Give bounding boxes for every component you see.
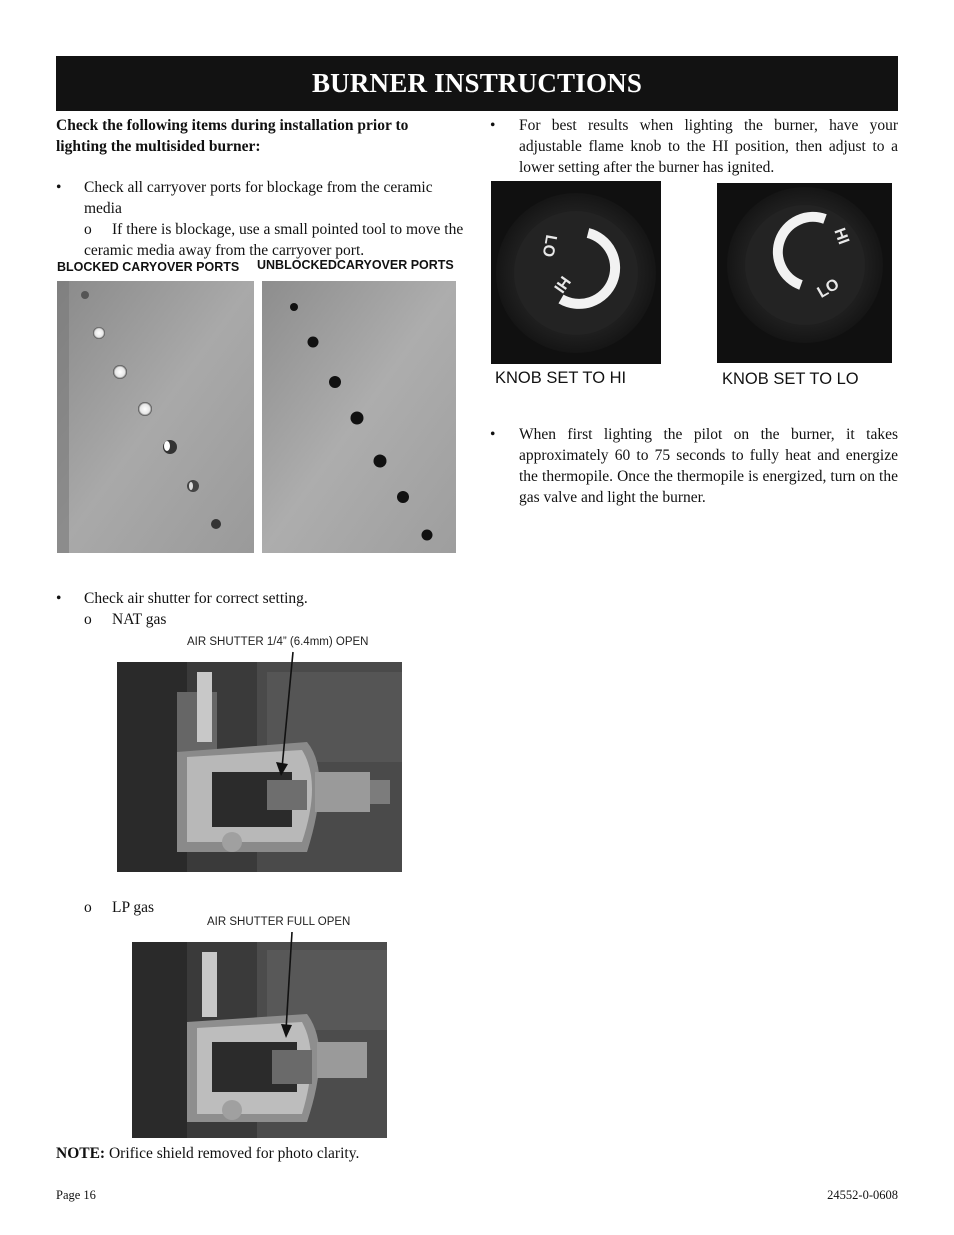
bullet-air-shutter: Check air shutter for correct setting. (84, 590, 308, 607)
nat-air-shutter-caption: AIR SHUTTER 1/4” (6.4mm) OPEN (187, 636, 369, 648)
knob-label-hi: HI (830, 225, 852, 247)
knob-lo-photo (717, 183, 892, 363)
knob-hi-photo (491, 181, 661, 364)
knob-lo-caption: KNOB SET TO LO (722, 370, 859, 388)
blocked-ports-photo (57, 281, 254, 553)
lp-gas-burner-photo (132, 942, 387, 1138)
bullet-pilot-instruction: When first lighting the pilot on the burner, it takes approximately 60 to 75 seconds to fully heat and energize the thermopile. Once the thermopile is energized, turn on the gas valve and light the burner. (519, 426, 898, 506)
knob-label-lo: LO (814, 275, 843, 302)
lp-gas-label: LP gas (112, 899, 155, 916)
knob-hi-caption: KNOB SET TO HI (495, 369, 627, 387)
knob-label-hi: HI (550, 272, 574, 296)
bullet-marker: • (490, 426, 496, 443)
bullet-carryover-ports: Check all carryover ports for blockage from the ceramic media (84, 179, 433, 217)
document-number: 24552-0-0608 (827, 1188, 898, 1202)
sub-marker: o (84, 611, 92, 628)
caption-unblocked-ports: UNBLOCKEDCARYOVER PORTS (257, 258, 454, 272)
nat-gas-label: NAT gas (112, 611, 167, 628)
bullet-marker: • (56, 179, 62, 196)
page-header-bar (56, 56, 898, 111)
page-number: Page 16 (56, 1188, 96, 1202)
bullet-marker: • (56, 590, 62, 607)
lp-caption-arrow (278, 930, 298, 1042)
nat-gas-burner-photo (117, 662, 402, 872)
sub-blockage-instruction: If there is blockage, use a small pointed tool to move the ceramic media away from the carryover port. (84, 221, 464, 259)
sub-marker: o (84, 899, 92, 916)
sub-marker: o (84, 221, 92, 238)
note-label: NOTE: (56, 1145, 106, 1162)
knob-label-lo: LO (538, 233, 560, 259)
lp-air-shutter-caption: AIR SHUTTER FULL OPEN (207, 916, 351, 928)
caption-blocked-ports: BLOCKED CARYOVER PORTS (57, 260, 240, 274)
unblocked-ports-photo (262, 281, 456, 553)
intro-text: Check the following items during installation prior to lighting the multisided burner: (56, 117, 409, 155)
note-line (56, 1143, 359, 1164)
note-text: Orifice shield removed for photo clarity. (105, 1145, 360, 1162)
nat-caption-arrow (270, 650, 300, 780)
bullet-knob-hi-instruction: For best results when lighting the burner, have your adjustable flame knob to the HI position, then adjust to a lower setting after the burner has ignited. (519, 117, 898, 176)
bullet-marker: • (490, 117, 496, 134)
page-title: BURNER INSTRUCTIONS (311, 68, 643, 98)
